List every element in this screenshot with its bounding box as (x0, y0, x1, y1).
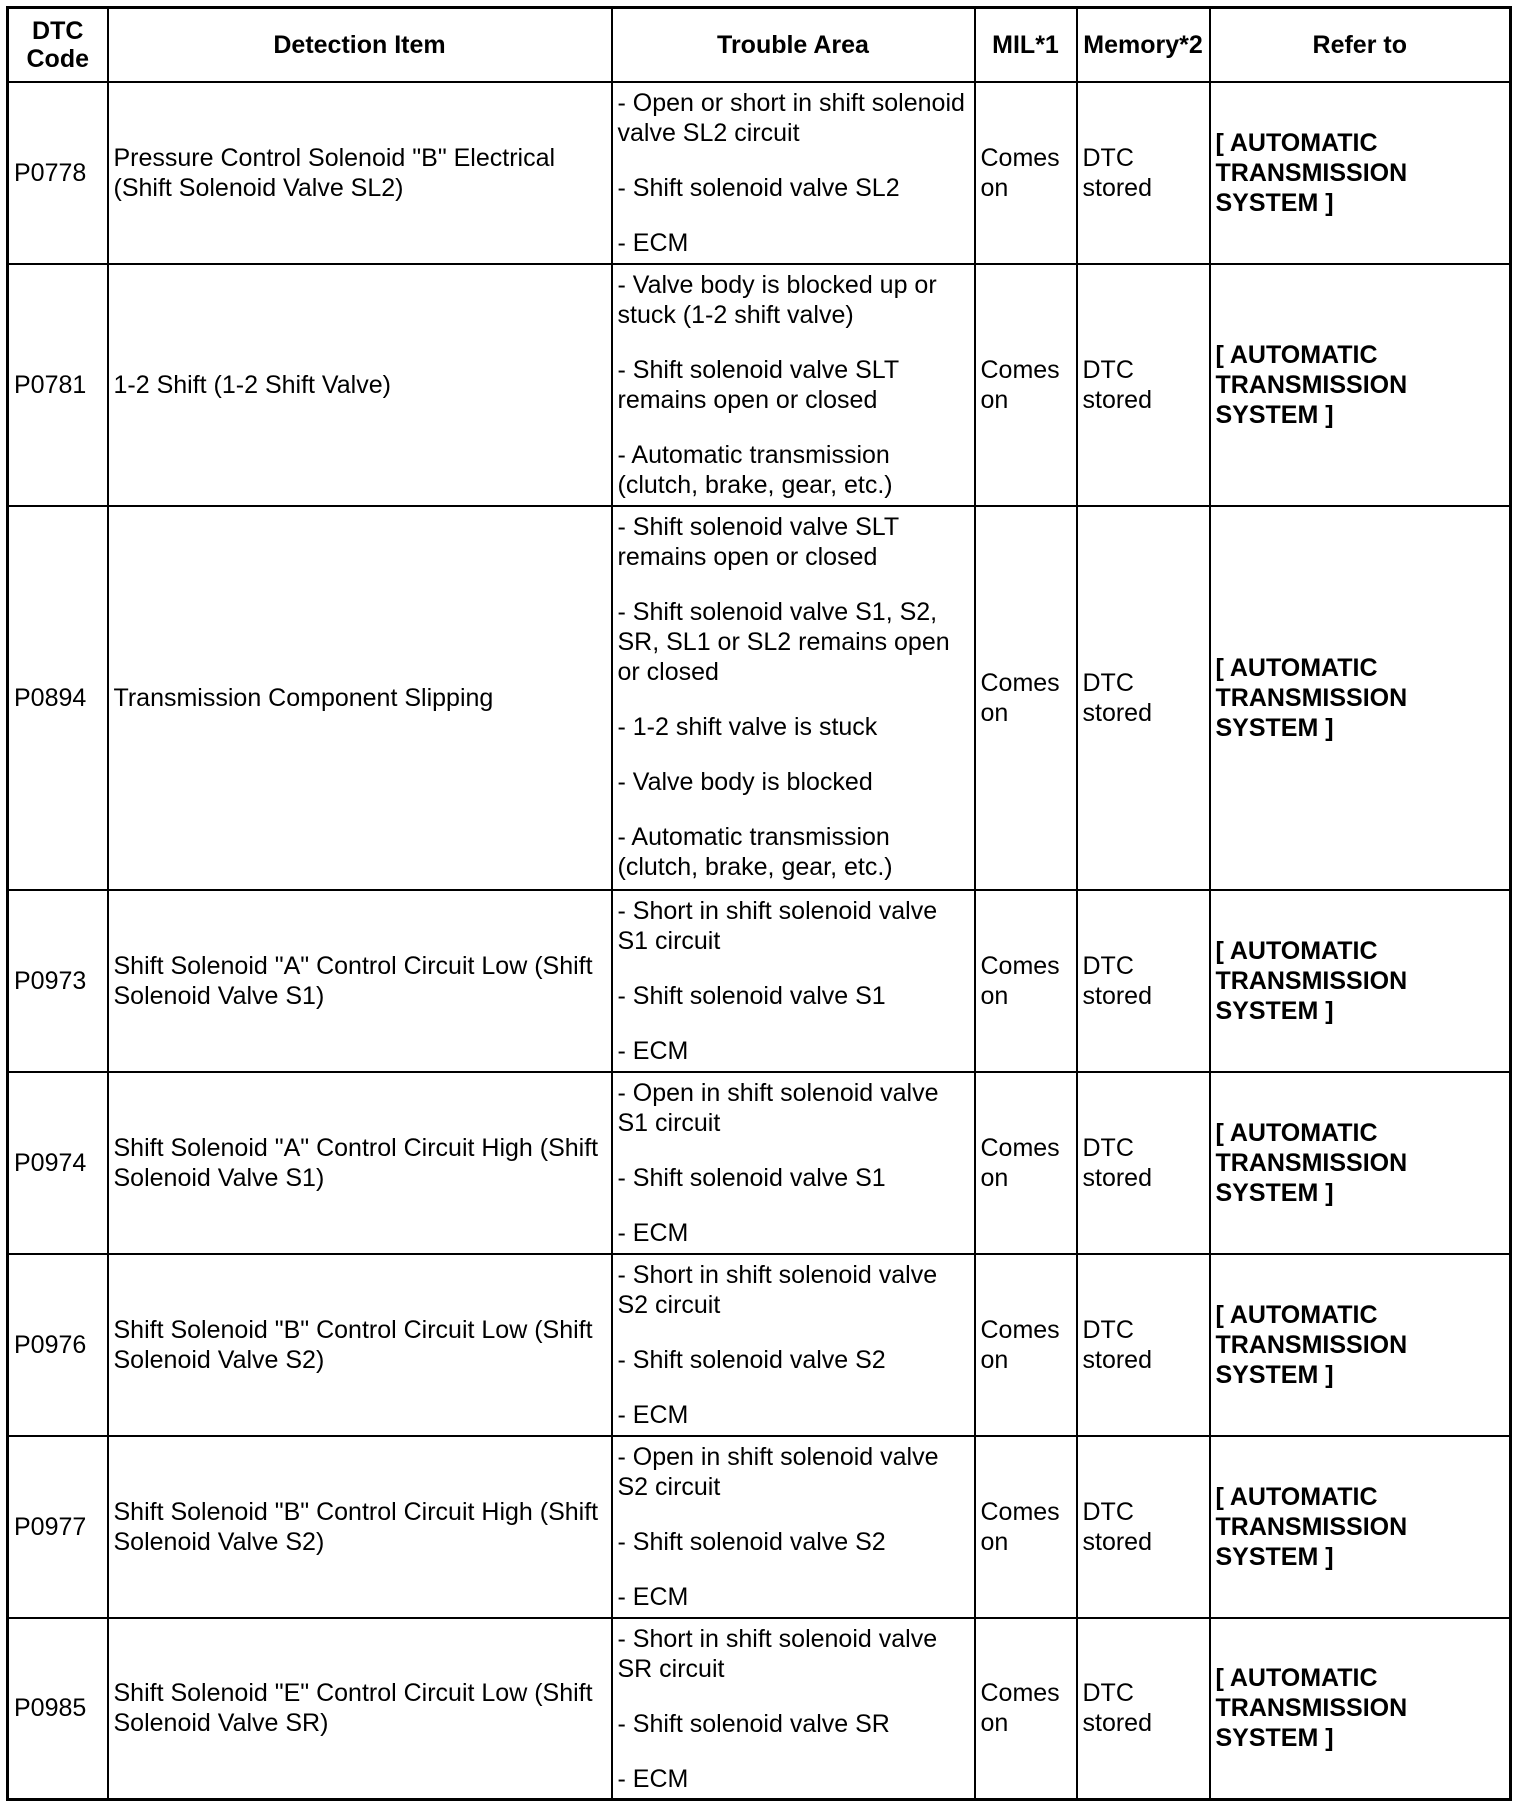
mil-cell: Comes on (975, 506, 1077, 890)
memory-cell: DTC stored (1077, 1436, 1210, 1618)
dtc-table (6, 6, 1512, 1801)
trouble-area-item: - Short in shift solenoid valve S1 circuit (617, 896, 938, 955)
table-row (8, 1618, 1511, 1800)
refer-to-cell: [ AUTOMATIC TRANSMISSION SYSTEM ] (1210, 890, 1511, 1072)
trouble-area-item: - ECM (617, 1582, 689, 1611)
detection-item-cell: Shift Solenoid "A" Control Circuit Low (Shift Solenoid Valve S1) (108, 890, 612, 1072)
refer-to-cell: [ AUTOMATIC TRANSMISSION SYSTEM ] (1210, 1618, 1511, 1800)
refer-to-cell: [ AUTOMATIC TRANSMISSION SYSTEM ] (1210, 1436, 1511, 1618)
dtc-code-cell: P0974 (8, 1072, 108, 1254)
header-trouble-area: Trouble Area (612, 8, 975, 82)
trouble-area-cell (612, 1072, 975, 1254)
trouble-area-item: - ECM (617, 1400, 689, 1429)
trouble-area-cell (612, 82, 975, 264)
trouble-area-item: - Shift solenoid valve S2 (617, 1345, 886, 1374)
mil-cell: Comes on (975, 1254, 1077, 1436)
trouble-area-item: - Shift solenoid valve SLT remains open or closed (617, 512, 899, 571)
dtc-code-cell: P0976 (8, 1254, 108, 1436)
memory-cell: DTC stored (1077, 890, 1210, 1072)
mil-cell: Comes on (975, 1618, 1077, 1800)
trouble-area-item: - Shift solenoid valve S1 (617, 981, 886, 1010)
trouble-area-item: - Short in shift solenoid valve S2 circuit (617, 1260, 938, 1319)
trouble-area-item: - Shift solenoid valve S2 (617, 1527, 886, 1556)
trouble-area-item: - Automatic transmission (clutch, brake, gear, etc.) (617, 440, 893, 499)
mil-cell: Comes on (975, 1436, 1077, 1618)
refer-to-cell: [ AUTOMATIC TRANSMISSION SYSTEM ] (1210, 264, 1511, 506)
table-row (8, 1072, 1511, 1254)
detection-item-cell: Shift Solenoid "B" Control Circuit Low (Shift Solenoid Valve S2) (108, 1254, 612, 1436)
table-row (8, 264, 1511, 506)
refer-to-cell: [ AUTOMATIC TRANSMISSION SYSTEM ] (1210, 1254, 1511, 1436)
detection-item-cell: Shift Solenoid "A" Control Circuit High (Shift Solenoid Valve S1) (108, 1072, 612, 1254)
dtc-code-cell: P0977 (8, 1436, 108, 1618)
trouble-area-item: - Open or short in shift solenoid valve SL2 circuit (617, 88, 965, 147)
trouble-area-item: - Valve body is blocked (617, 767, 873, 796)
header-detection-item: Detection Item (108, 8, 612, 82)
trouble-area-item: - Open in shift solenoid valve S2 circuit (617, 1442, 939, 1501)
trouble-area-item: - Short in shift solenoid valve SR circuit (617, 1624, 938, 1683)
detection-item-cell: 1-2 Shift (1-2 Shift Valve) (108, 264, 612, 506)
table-row (8, 890, 1511, 1072)
trouble-area-item: - ECM (617, 1036, 689, 1065)
dtc-code-cell: P0781 (8, 264, 108, 506)
table-row (8, 82, 1511, 264)
trouble-area-cell (612, 1254, 975, 1436)
header-mil: MIL*1 (975, 8, 1077, 82)
mil-cell: Comes on (975, 82, 1077, 264)
trouble-area-item: - Shift solenoid valve SLT remains open or closed (617, 355, 899, 414)
memory-cell: DTC stored (1077, 1254, 1210, 1436)
header-memory: Memory*2 (1077, 8, 1210, 82)
header-refer-to: Refer to (1210, 8, 1511, 82)
memory-cell: DTC stored (1077, 82, 1210, 264)
trouble-area-item: - Shift solenoid valve SL2 (617, 173, 900, 202)
trouble-area-cell (612, 506, 975, 890)
header-dtc-code: DTC Code (8, 8, 108, 82)
trouble-area-item: - Valve body is blocked up or stuck (1-2 shift valve) (617, 270, 937, 329)
dtc-code-cell: P0894 (8, 506, 108, 890)
detection-item-cell: Shift Solenoid "B" Control Circuit High (Shift Solenoid Valve S2) (108, 1436, 612, 1618)
memory-cell: DTC stored (1077, 1618, 1210, 1800)
trouble-area-item: - Open in shift solenoid valve S1 circuit (617, 1078, 939, 1137)
table-row (8, 1436, 1511, 1618)
refer-to-cell: [ AUTOMATIC TRANSMISSION SYSTEM ] (1210, 1072, 1511, 1254)
detection-item-cell: Transmission Component Slipping (108, 506, 612, 890)
dtc-code-cell: P0778 (8, 82, 108, 264)
trouble-area-cell (612, 1618, 975, 1800)
trouble-area-item: - Automatic transmission (clutch, brake, gear, etc.) (617, 822, 893, 881)
refer-to-cell: [ AUTOMATIC TRANSMISSION SYSTEM ] (1210, 82, 1511, 264)
memory-cell: DTC stored (1077, 506, 1210, 890)
trouble-area-item: - Shift solenoid valve S1, S2, SR, SL1 or SL2 remains open or closed (617, 597, 950, 686)
memory-cell: DTC stored (1077, 1072, 1210, 1254)
dtc-code-cell: P0985 (8, 1618, 108, 1800)
refer-to-cell: [ AUTOMATIC TRANSMISSION SYSTEM ] (1210, 506, 1511, 890)
trouble-area-item: - ECM (617, 228, 689, 257)
table-row (8, 1254, 1511, 1436)
table-row (8, 506, 1511, 890)
table-body (8, 82, 1511, 1800)
trouble-area-item: - ECM (617, 1764, 689, 1793)
table-header-row (8, 8, 1511, 82)
trouble-area-item: - Shift solenoid valve S1 (617, 1163, 886, 1192)
trouble-area-item: - Shift solenoid valve SR (617, 1709, 890, 1738)
dtc-code-cell: P0973 (8, 890, 108, 1072)
detection-item-cell: Pressure Control Solenoid "B" Electrical (Shift Solenoid Valve SL2) (108, 82, 612, 264)
mil-cell: Comes on (975, 264, 1077, 506)
trouble-area-cell (612, 890, 975, 1072)
trouble-area-cell (612, 1436, 975, 1618)
trouble-area-item: - ECM (617, 1218, 689, 1247)
trouble-area-cell (612, 264, 975, 506)
trouble-area-item: - 1-2 shift valve is stuck (617, 712, 878, 741)
mil-cell: Comes on (975, 890, 1077, 1072)
detection-item-cell: Shift Solenoid "E" Control Circuit Low (Shift Solenoid Valve SR) (108, 1618, 612, 1800)
memory-cell: DTC stored (1077, 264, 1210, 506)
mil-cell: Comes on (975, 1072, 1077, 1254)
